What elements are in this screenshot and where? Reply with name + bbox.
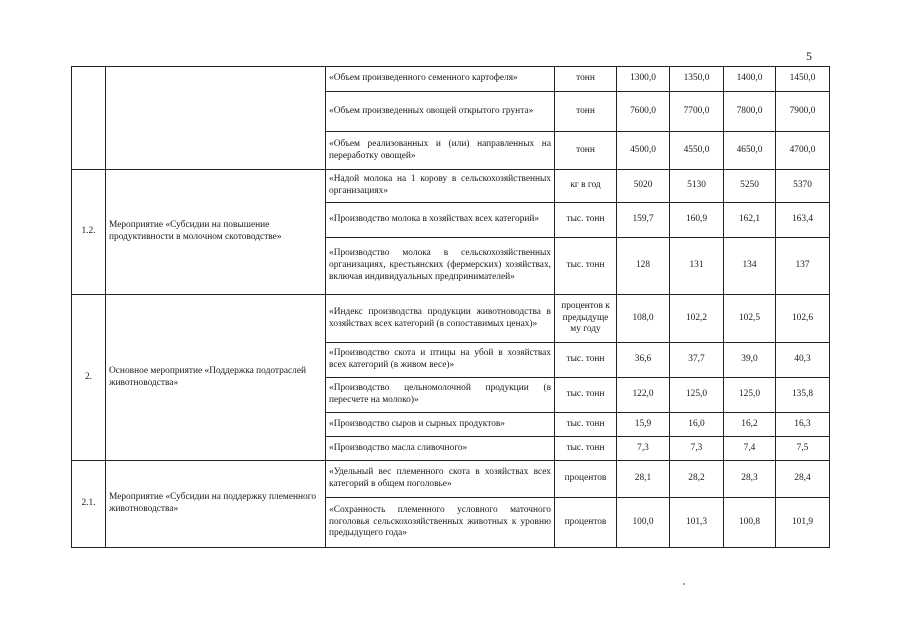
unit: тыс. тонн <box>555 343 617 378</box>
value-cell: 28,1 <box>617 461 670 498</box>
value-cell: 125,0 <box>670 378 724 413</box>
value-cell: 4650,0 <box>724 132 776 170</box>
event-name: Мероприятие «Субсидии на повышение продуктивности в молочном скотоводстве» <box>106 170 326 295</box>
value-cell: 134 <box>724 238 776 295</box>
value-cell: 7700,0 <box>670 92 724 132</box>
row-number: 2.1. <box>72 461 106 548</box>
value-cell: 100,8 <box>724 498 776 548</box>
value-cell: 7,4 <box>724 437 776 461</box>
value-cell: 28,4 <box>776 461 830 498</box>
indicator-name: «Надой молока на 1 корову в сельскохозяйственных организациях» <box>326 170 555 203</box>
value-cell: 122,0 <box>617 378 670 413</box>
value-cell: 102,5 <box>724 295 776 343</box>
table-row <box>72 461 830 498</box>
indicator-name: «Производство молока в сельскохозяйственных организациях, крестьянских (фермерских) хозяйствах, включая индивидуальных предпринимателей» <box>326 238 555 295</box>
indicator-name: «Производство молока в хозяйствах всех категорий» <box>326 203 555 238</box>
unit: тыс. тонн <box>555 378 617 413</box>
value-cell: 37,7 <box>670 343 724 378</box>
indicator-name: «Сохранность племенного условного маточного поголовья сельскохозяйственных животных к уровню предыдущего года» <box>326 498 555 548</box>
unit: тыс. тонн <box>555 413 617 437</box>
indicator-name: «Производство масла сливочного» <box>326 437 555 461</box>
unit: процентов <box>555 461 617 498</box>
value-cell: 5370 <box>776 170 830 203</box>
scan-speck <box>683 583 685 585</box>
indicator-name: «Удельный вес племенного скота в хозяйствах всех категорий в общем поголовье» <box>326 461 555 498</box>
value-cell: 16,3 <box>776 413 830 437</box>
value-cell: 4700,0 <box>776 132 830 170</box>
indicator-name: «Производство цельномолочной продукции (в пересчете на молоко)» <box>326 378 555 413</box>
unit: тыс. тонн <box>555 203 617 238</box>
value-cell: 7800,0 <box>724 92 776 132</box>
value-cell: 1300,0 <box>617 67 670 92</box>
value-cell: 16,0 <box>670 413 724 437</box>
value-cell: 162,1 <box>724 203 776 238</box>
indicator-name: «Производство скота и птицы на убой в хозяйствах всех категорий (в живом весе)» <box>326 343 555 378</box>
value-cell: 7900,0 <box>776 92 830 132</box>
value-cell: 7,3 <box>670 437 724 461</box>
unit: тонн <box>555 132 617 170</box>
value-cell: 159,7 <box>617 203 670 238</box>
value-cell: 28,3 <box>724 461 776 498</box>
page-number: 5 <box>806 49 812 63</box>
value-cell: 102,6 <box>776 295 830 343</box>
indicator-name: «Объем реализованных и (или) направленных на переработку овощей» <box>326 132 555 170</box>
unit: процентов к предыдуще му году <box>555 295 617 343</box>
value-cell: 16,2 <box>724 413 776 437</box>
table-row <box>72 67 830 92</box>
unit: процентов <box>555 498 617 548</box>
row-number: 2. <box>72 295 106 461</box>
value-cell: 102,2 <box>670 295 724 343</box>
value-cell: 163,4 <box>776 203 830 238</box>
value-cell: 5250 <box>724 170 776 203</box>
value-cell: 40,3 <box>776 343 830 378</box>
value-cell: 1450,0 <box>776 67 830 92</box>
value-cell: 15,9 <box>617 413 670 437</box>
value-cell: 101,3 <box>670 498 724 548</box>
value-cell: 137 <box>776 238 830 295</box>
value-cell: 4500,0 <box>617 132 670 170</box>
row-number <box>72 67 106 170</box>
value-cell: 135,8 <box>776 378 830 413</box>
indicator-name: «Объем произведенных овощей открытого грунта» <box>326 92 555 132</box>
value-cell: 36,6 <box>617 343 670 378</box>
value-cell: 7,3 <box>617 437 670 461</box>
value-cell: 160,9 <box>670 203 724 238</box>
unit: тонн <box>555 92 617 132</box>
value-cell: 125,0 <box>724 378 776 413</box>
table-row <box>72 170 830 203</box>
unit: кг в год <box>555 170 617 203</box>
indicator-name: «Производство сыров и сырных продуктов» <box>326 413 555 437</box>
value-cell: 4550,0 <box>670 132 724 170</box>
value-cell: 128 <box>617 238 670 295</box>
value-cell: 101,9 <box>776 498 830 548</box>
value-cell: 28,2 <box>670 461 724 498</box>
value-cell: 39,0 <box>724 343 776 378</box>
unit: тыс. тонн <box>555 437 617 461</box>
indicator-name: «Индекс производства продукции животноводства в хозяйствах всех категорий (в сопоставимых ценах)» <box>326 295 555 343</box>
event-name: Основное мероприятие «Поддержка подотраслей животноводства» <box>106 295 326 461</box>
value-cell: 108,0 <box>617 295 670 343</box>
event-name: Мероприятие «Субсидии на поддержку племенного животноводства» <box>106 461 326 548</box>
value-cell: 1350,0 <box>670 67 724 92</box>
value-cell: 100,0 <box>617 498 670 548</box>
table-row <box>72 295 830 343</box>
row-number: 1.2. <box>72 170 106 295</box>
event-name <box>106 67 326 170</box>
value-cell: 131 <box>670 238 724 295</box>
value-cell: 5130 <box>670 170 724 203</box>
value-cell: 7600,0 <box>617 92 670 132</box>
value-cell: 7,5 <box>776 437 830 461</box>
unit: тонн <box>555 67 617 92</box>
value-cell: 1400,0 <box>724 67 776 92</box>
value-cell: 5020 <box>617 170 670 203</box>
indicator-name: «Объем произведенного семенного картофеля» <box>326 67 555 92</box>
unit: тыс. тонн <box>555 238 617 295</box>
indicators-table <box>71 66 830 548</box>
